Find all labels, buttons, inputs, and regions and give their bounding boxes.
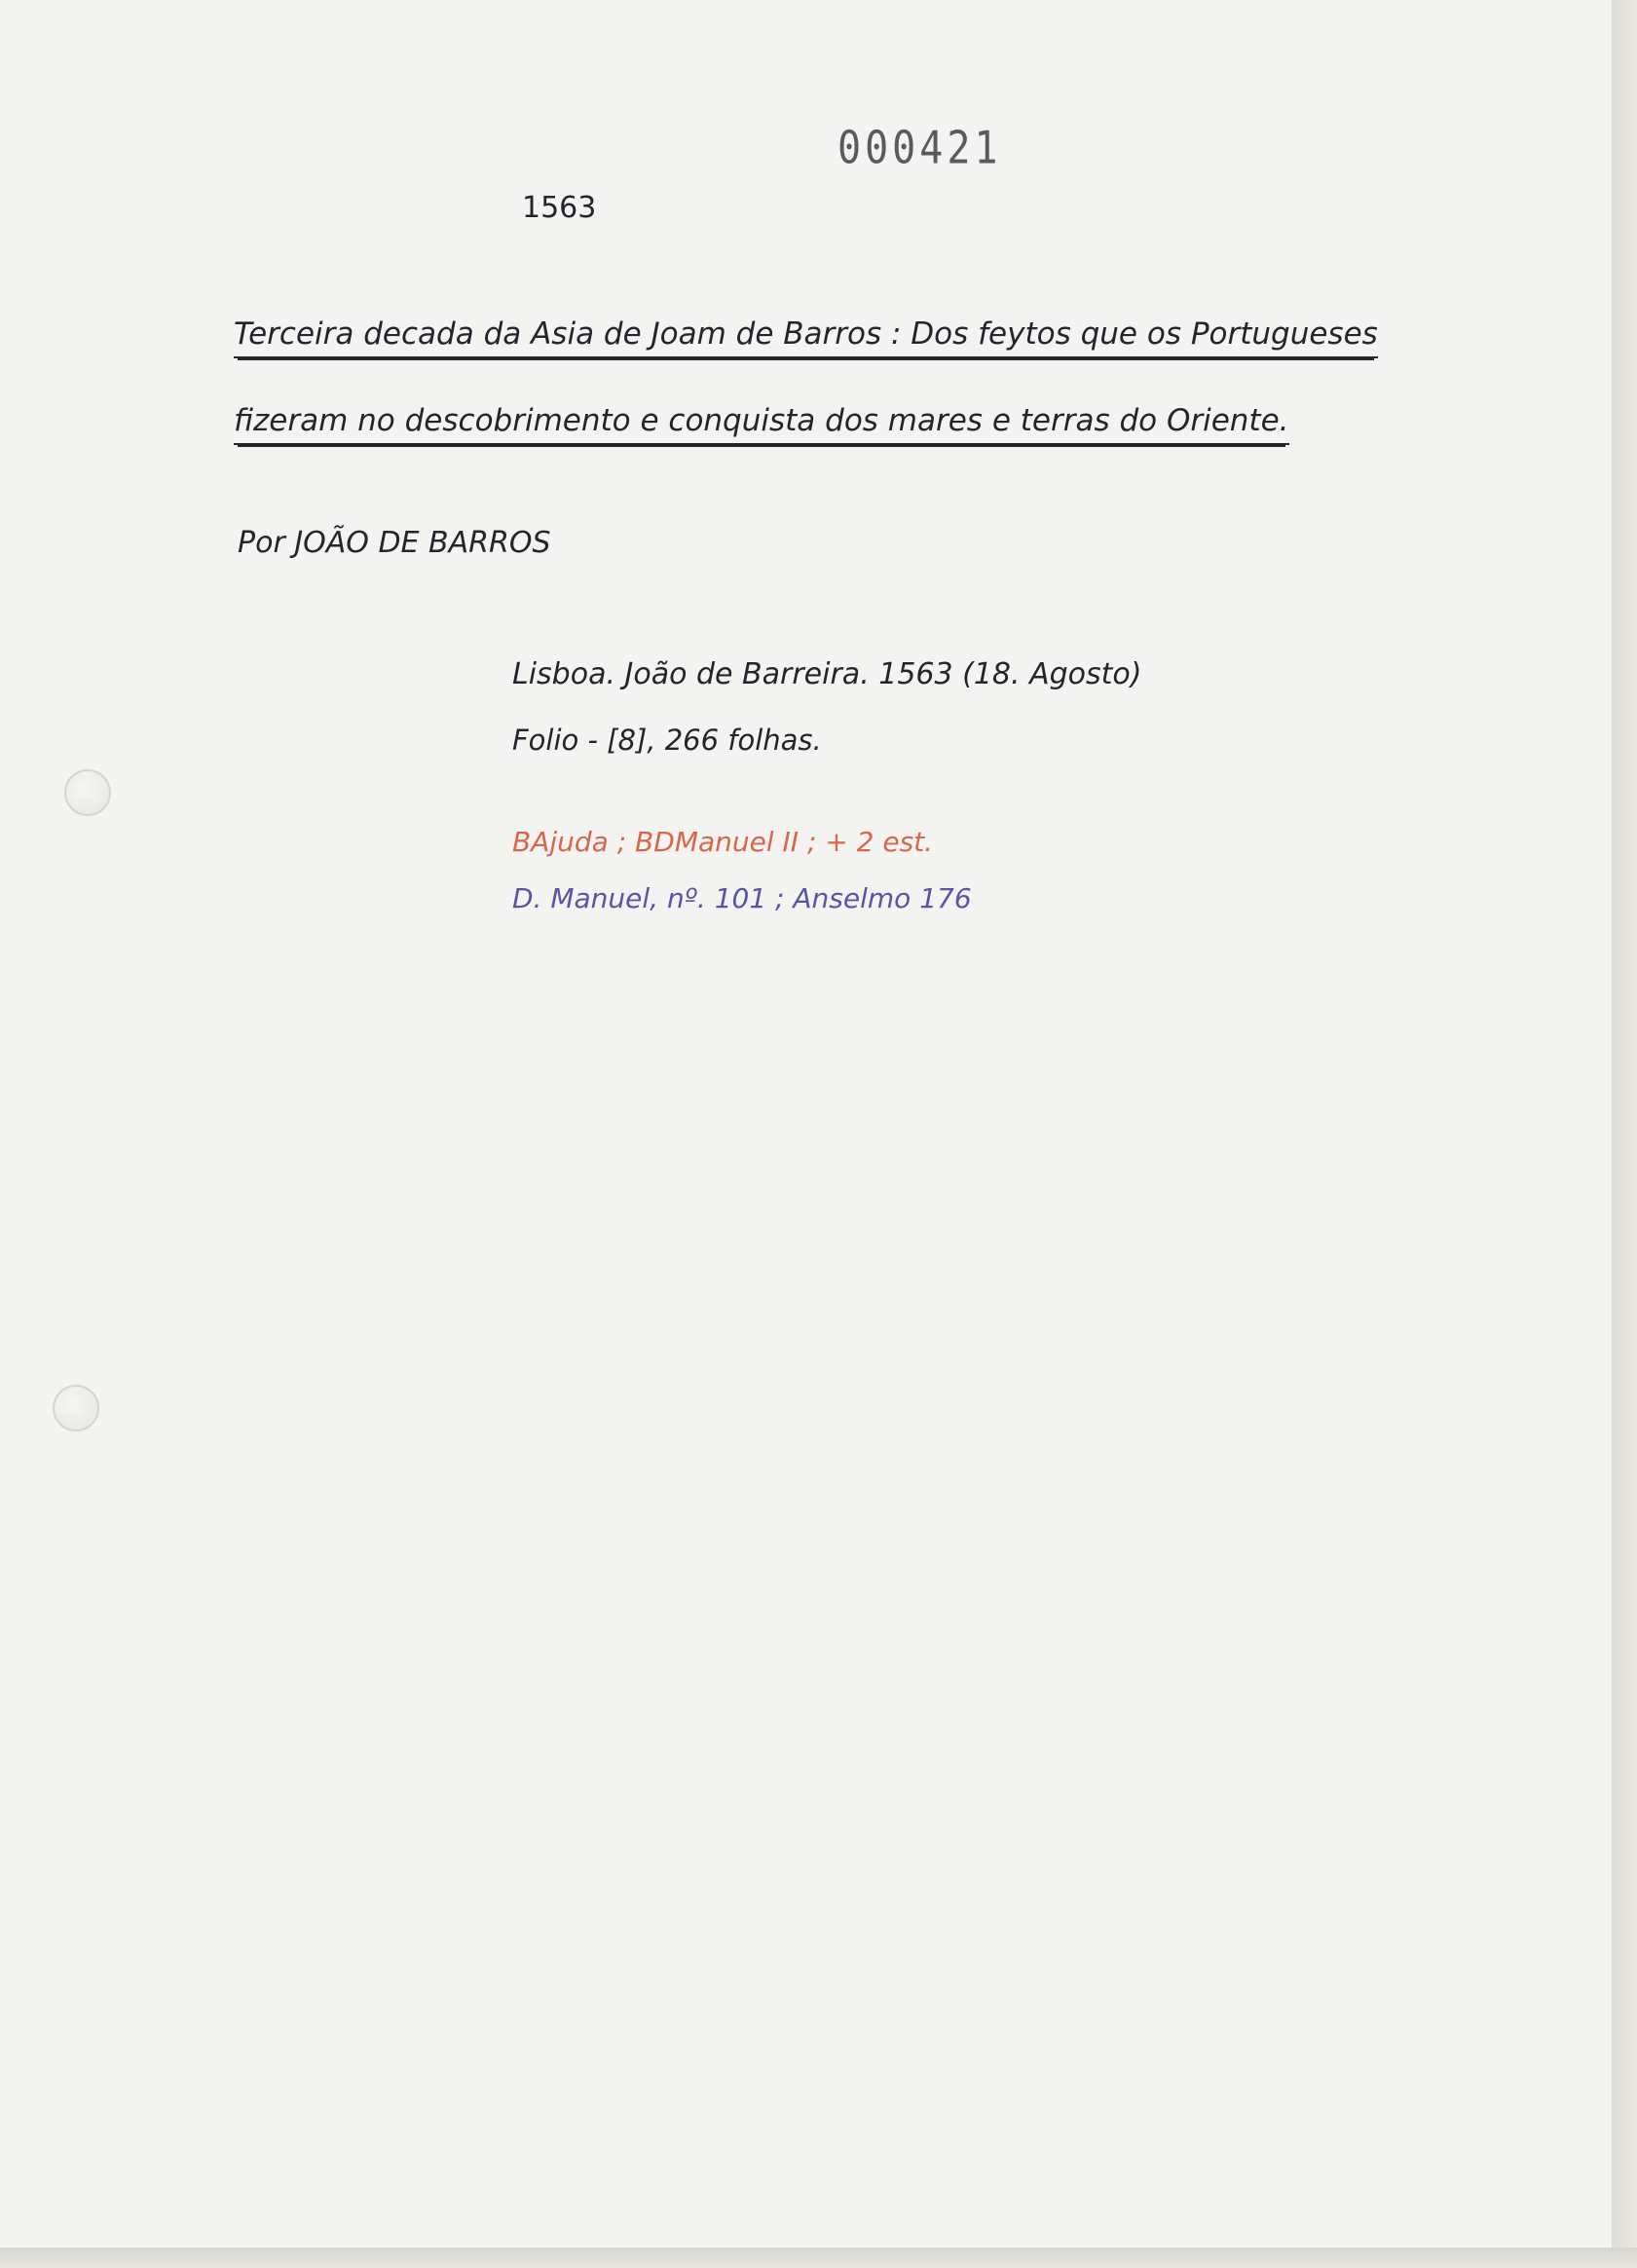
punch-hole-lower <box>53 1385 99 1431</box>
holdings-blue-line: D. Manuel, nº. 101 ; Anselmo 176 <box>512 882 972 914</box>
punch-hole-upper <box>64 769 111 816</box>
holdings-red-line: BAjuda ; BDManuel II ; + 2 est. <box>512 826 934 858</box>
record-year: 1563 <box>522 191 597 225</box>
scan-edge-bottom <box>0 2248 1637 2268</box>
title-line-2: fizeram no descobrimento e conquista dos mares e terras do Oriente. <box>234 403 1289 445</box>
imprint-line: Lisboa. João de Barreira. 1563 (18. Agosto) <box>512 657 1142 691</box>
title-line-1: Terceira decada da Asia de Joam de Barros : Dos feytos que os Portugueses <box>234 316 1378 358</box>
author-line: Por JOÃO DE BARROS <box>238 526 551 560</box>
format-line: Folio - [8], 266 folhas. <box>512 724 822 757</box>
record-number-stamp: 000421 <box>837 123 1002 174</box>
scan-edge-right <box>1612 0 1637 2268</box>
